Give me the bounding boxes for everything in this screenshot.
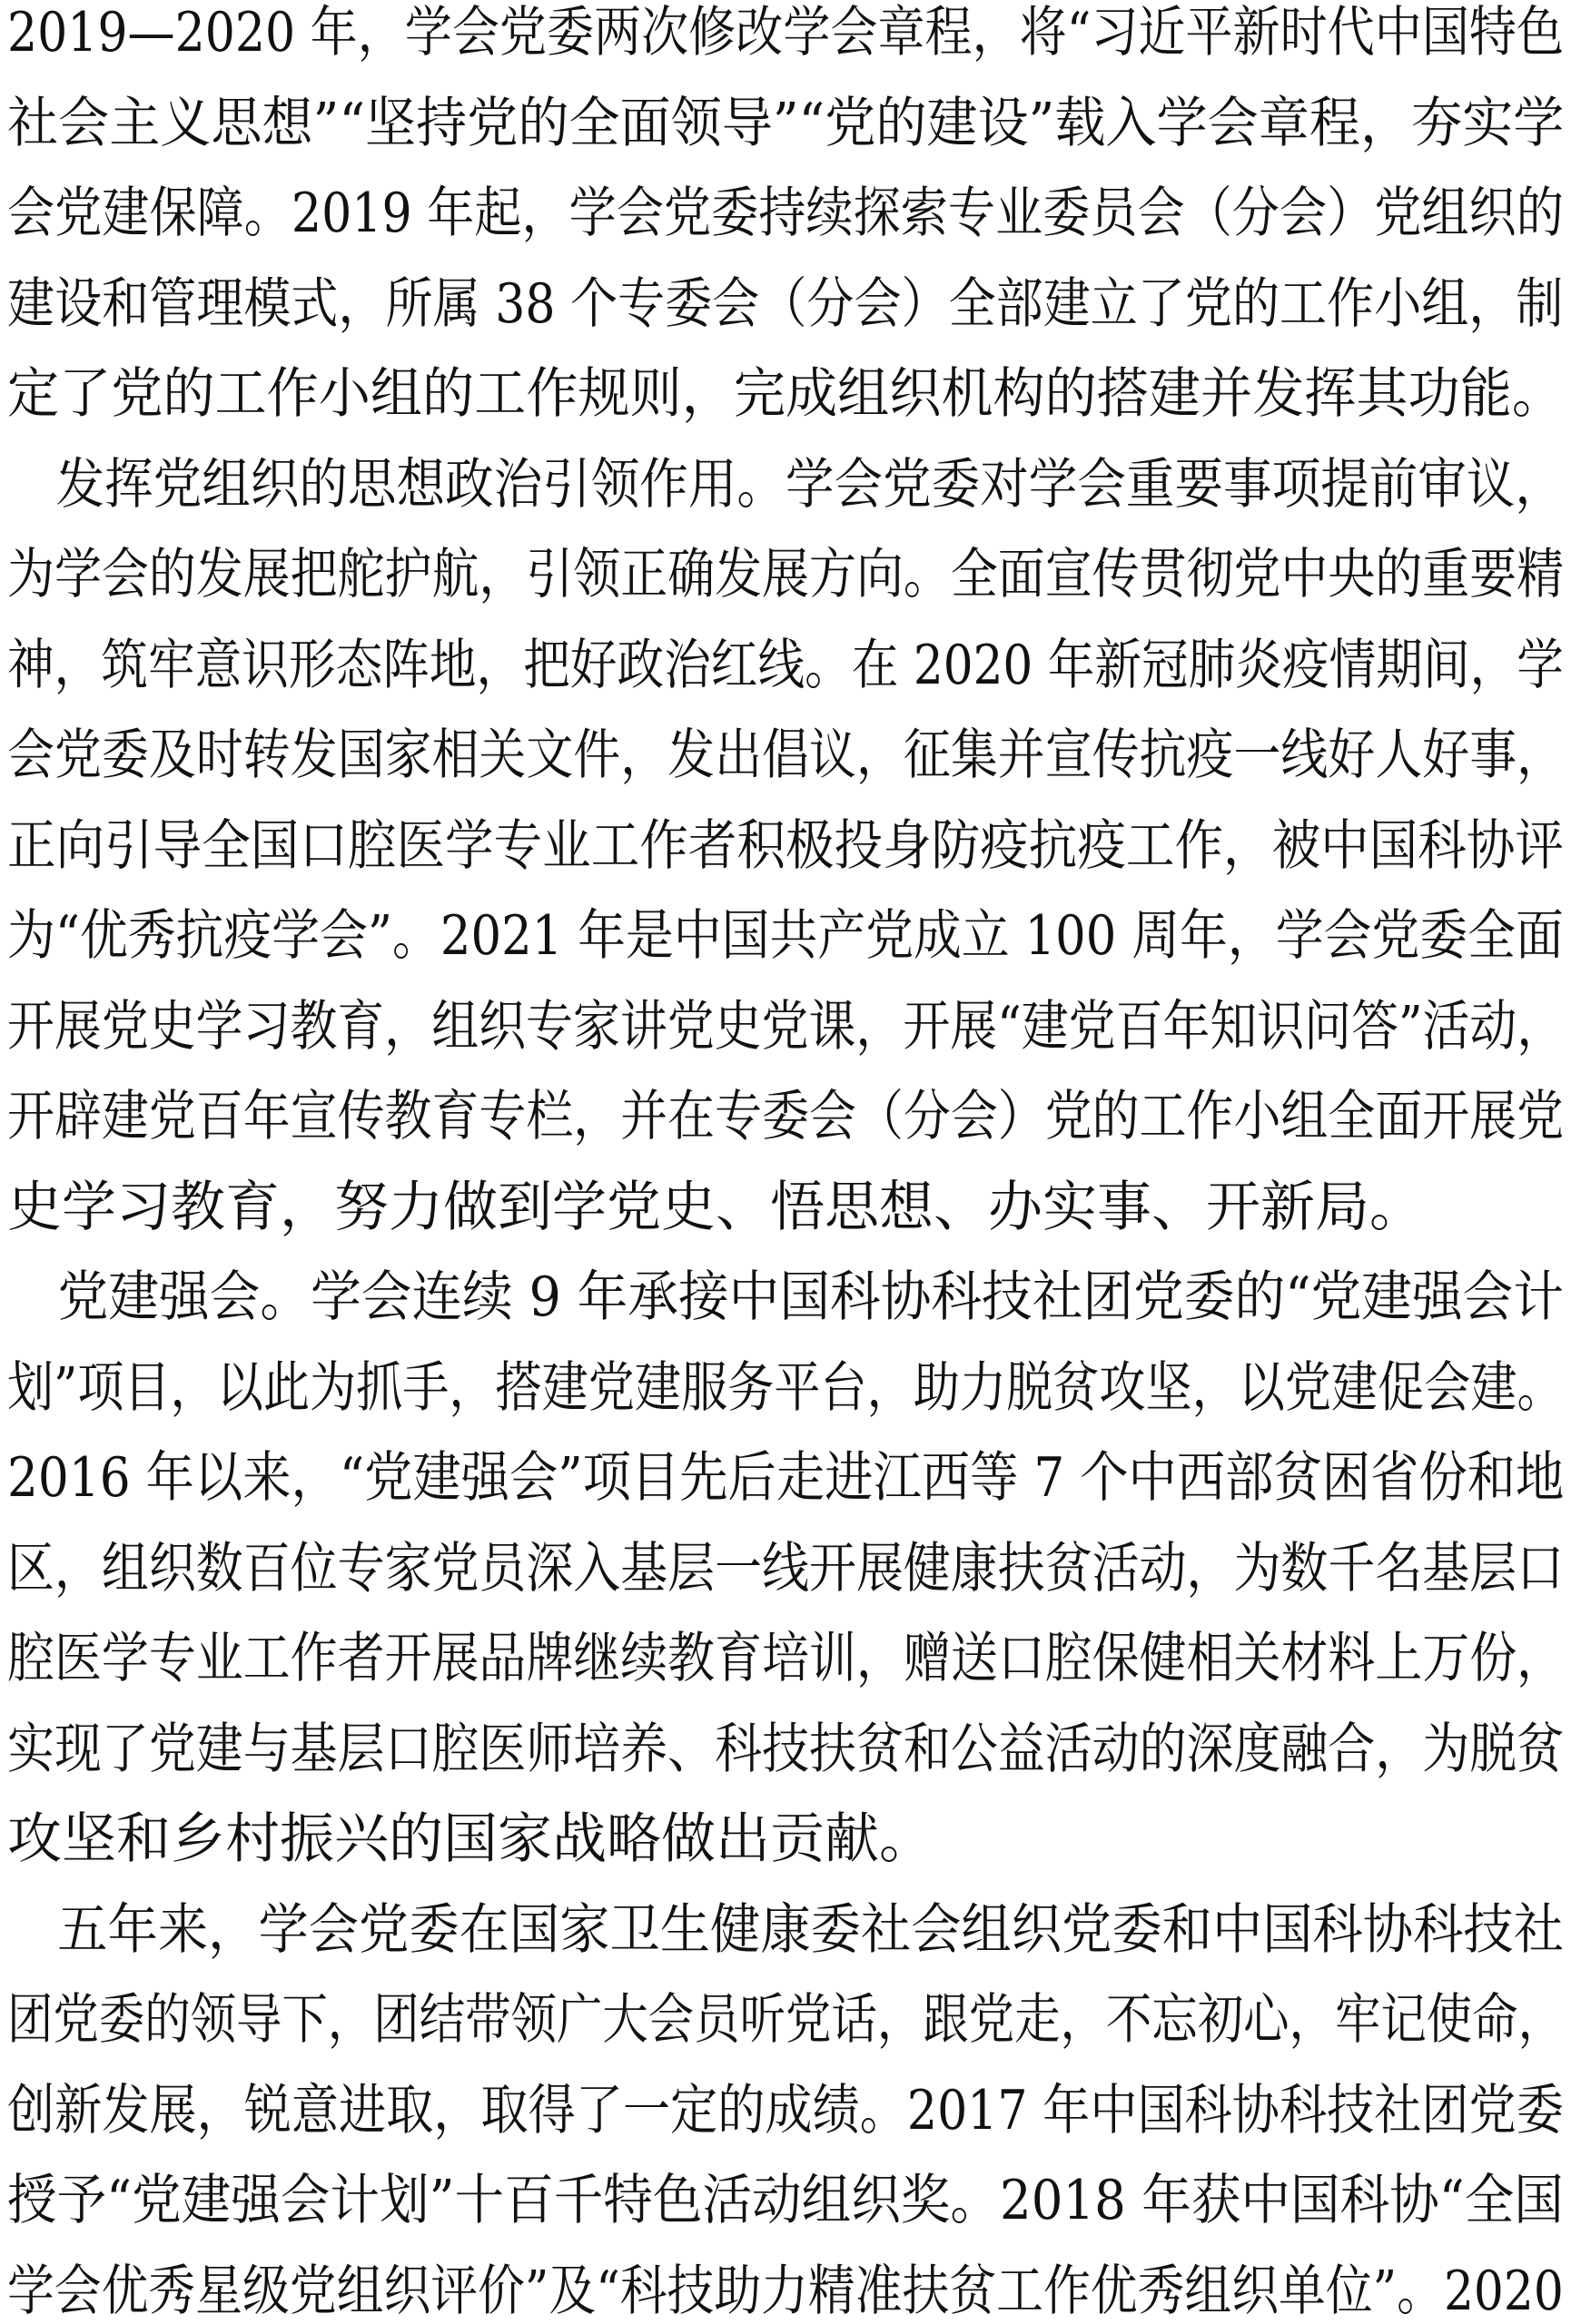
text-line: 建设和管理模式，所属 38 个专委会（分会）全部建立了党的工作小组，制 [7,272,1564,336]
text-line: 攻坚和乡村振兴的国家战略做出贡献。 [7,1807,934,1871]
text-line: 发挥党组织的思想政治引领作用。学会党委对学会重要事项提前审议， [7,453,1564,517]
text-line: 社会主义思想”“坚持党的全面领导”“党的建设”载入学会章程，夯实学 [7,92,1565,155]
text-line: 为学会的发展把舵护航，引领正确发展方向。全面宣传贯彻党中央的重要精 [7,543,1565,606]
text-line: 授予“党建强会计划”十百千特色活动组织奖。2018 年获中国科协“全国 [7,2169,1564,2232]
text-line: 神，筑牢意识形态阵地，把好政治红线。在 2020 年新冠肺炎疫情期间，学 [7,634,1564,697]
text-line: 实现了党建与基层口腔医师培养、科技扶贫和公益活动的深度融合，为脱贫 [7,1718,1565,1781]
text-line: 创新发展，锐意进取，取得了一定的成绩。2017 年中国科协科技社团党委 [7,2079,1564,2142]
text-line: 开辟建党百年宣传教育专栏，并在专委会（分会）党的工作小组全面开展党 [7,1085,1565,1148]
text-line: 学会优秀星级党组织评价”及“科技助力精准扶贫工作优秀组织单位”。2020 [7,2260,1564,2323]
text-line: 为“优秀抗疫学会”。2021 年是中国共产党成立 100 周年，学会党委全面 [7,904,1564,968]
text-line: 开展党史学习教育，组织专家讲党史党课，开展“建党百年知识问答”活动， [7,995,1565,1059]
text-line: 史学习教育，努力做到学党史、悟思想、办实事、开新局。 [7,1176,1424,1239]
text-line: 会党建保障。2019 年起，学会党委持续探索专业委员会（分会）党组织的 [7,182,1564,245]
text-line: 定了党的工作小组的工作规则，完成组织机构的搭建并发挥其功能。 [7,362,1564,426]
text-line: 2019—2020 年，学会党委两次修改学会章程，将“习近平新时代中国特色 [7,1,1565,64]
text-line: 党建强会。学会连续 9 年承接中国科协科技社团党委的“党建强会计 [7,1265,1565,1329]
text-line: 腔医学专业工作者开展品牌继续教育培训，赠送口腔保健相关材料上万份， [7,1627,1565,1690]
text-line: 划”项目，以此为抓手，搭建党建服务平台，助力脱贫攻坚，以党建促会建。 [7,1356,1564,1420]
text-line: 五年来，学会党委在国家卫生健康委社会组织党委和中国科协科技社 [7,1898,1564,1962]
text-line: 会党委及时转发国家相关文件，发出倡议，征集并宣传抗疫一线好人好事， [7,724,1565,787]
text-line: 正向引导全国口腔医学专业工作者积极投身防疫抗疫工作，被中国科协评 [7,814,1564,878]
text-line: 2016 年以来，“党建强会”项目先后走进江西等 7 个中西部贫困省份和地 [7,1446,1565,1510]
text-line: 团党委的领导下，团结带领广大会员听党话，跟党走，不忘初心，牢记使命， [7,1988,1565,2052]
text-line: 区，组织数百位专家党员深入基层一线开展健康扶贫活动，为数千名基层口 [7,1537,1565,1600]
